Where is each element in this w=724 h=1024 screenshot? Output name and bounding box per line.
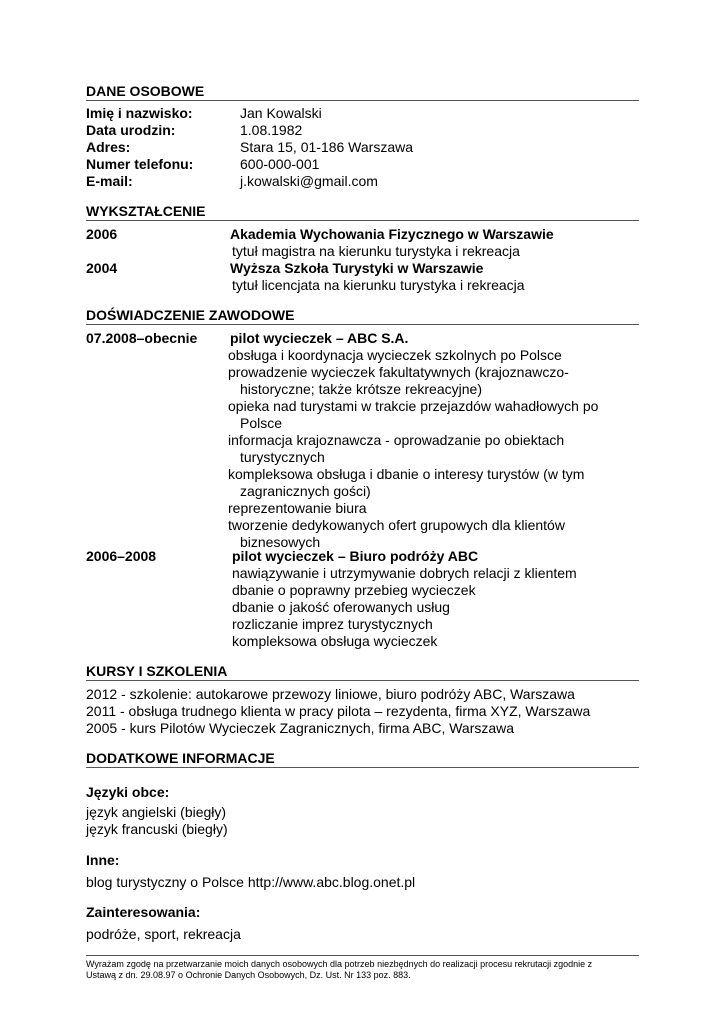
personal-label: Imię i nazwisko: xyxy=(86,105,193,121)
education-degree: tytuł magistra na kierunku turystyka i rekreacja xyxy=(232,243,520,259)
language-item: język francuski (biegły) xyxy=(86,821,228,837)
education-school: Akademia Wychowania Fizycznego w Warszawie xyxy=(230,226,554,242)
section-heading-experience: DOŚWIADCZENIE ZAWODOWE xyxy=(86,307,639,325)
job-title: pilot wycieczek – Biuro podróży ABC xyxy=(232,548,479,564)
section-heading-personal: DANE OSOBOWE xyxy=(86,83,639,101)
job-duty: nawiązywanie i utrzymywanie dobrych relacji z klientem xyxy=(232,565,577,581)
other-label: Inne: xyxy=(86,852,120,868)
education-year: 2006 xyxy=(86,226,118,242)
job-title: pilot wycieczek – ABC S.A. xyxy=(230,330,409,346)
job-duty: rozliczanie imprez turystycznych xyxy=(232,616,433,632)
job-duty-cont: turystycznych xyxy=(240,449,325,465)
job-duty: prowadzenie wycieczek fakultatywnych (krajoznawczo- xyxy=(228,364,569,380)
job-duty-cont: Polsce xyxy=(240,415,283,431)
job-duty-cont: historyczne; także krótsze rekreacyjne) xyxy=(240,381,482,397)
job-duty: reprezentowanie biura xyxy=(228,500,367,516)
job-period: 2006–2008 xyxy=(86,548,157,564)
course-item: 2012 - szkolenie: autokarowe przewozy liniowe, biuro podróży ABC, Warszawa xyxy=(86,686,575,702)
consent-line-1: Wyrażam zgodę na przetwarzanie moich danych osobowych dla potrzeb niezbędnych do realizacji procesu rekrutacji zgodnie z xyxy=(86,959,593,969)
personal-value: j.kowalski@gmail.com xyxy=(240,173,378,189)
job-period: 07.2008–obecnie xyxy=(86,330,198,346)
education-school: Wyższa Szkoła Turystyki w Warszawie xyxy=(230,260,484,276)
section-heading-additional: DODATKOWE INFORMACJE xyxy=(86,750,639,768)
education-year: 2004 xyxy=(86,260,118,276)
personal-label: E-mail: xyxy=(86,173,133,189)
course-item: 2011 - obsługa trudnego klienta w pracy pilota – rezydenta, firma XYZ, Warszawa xyxy=(86,703,591,719)
job-duty: dbanie o jakość oferowanych usług xyxy=(232,599,450,615)
personal-value: 1.08.1982 xyxy=(240,122,303,138)
section-heading-education: WYKSZTAŁCENIE xyxy=(86,203,639,221)
personal-label: Data urodzin: xyxy=(86,122,176,138)
interests-value: podróże, sport, rekreacja xyxy=(86,926,241,942)
personal-label: Numer telefonu: xyxy=(86,156,194,172)
language-item: język angielski (biegły) xyxy=(86,804,227,820)
job-duty: tworzenie dedykowanych ofert grupowych dla klientów xyxy=(228,517,565,533)
job-duty-cont: zagranicznych gości) xyxy=(240,483,371,499)
personal-value: Stara 15, 01-186 Warszawa xyxy=(240,139,414,155)
consent-line-2: Ustawą z dn. 29.08.97 o Ochronie Danych Osobowych, Dz. Ust. Nr 133 poz. 883. xyxy=(86,970,411,980)
course-item: 2005 - kurs Pilotów Wycieczek Zagranicznych, firma ABC, Warszawa xyxy=(86,720,515,736)
job-duty: dbanie o poprawny przebieg wycieczek xyxy=(232,582,476,598)
personal-label: Adres: xyxy=(86,139,131,155)
section-heading-courses: KURSY I SZKOLENIA xyxy=(86,663,639,681)
job-duty-cont: biznesowych xyxy=(240,534,321,550)
personal-value: Jan Kowalski xyxy=(240,105,322,121)
other-value: blog turystyczny o Polsce http://www.abc.blog.onet.pl xyxy=(86,874,416,890)
job-duty: obsługa i koordynacja wycieczek szkolnych po Polsce xyxy=(228,347,562,363)
education-degree: tytuł licencjata na kierunku turystyka i rekreacja xyxy=(232,277,525,293)
personal-value: 600-000-001 xyxy=(240,156,320,172)
languages-label: Języki obce: xyxy=(86,784,170,800)
interests-label: Zainteresowania: xyxy=(86,904,201,920)
job-duty: kompleksowa obsługa wycieczek xyxy=(232,633,438,649)
job-duty: kompleksowa obsługa i dbanie o interesy turystów (w tym xyxy=(228,466,585,482)
job-duty: opieka nad turystami w trakcie przejazdów wahadłowych po xyxy=(228,398,599,414)
footer-divider xyxy=(86,955,639,956)
job-duty: informacja krajoznawcza - oprowadzanie po obiektach xyxy=(228,432,565,448)
